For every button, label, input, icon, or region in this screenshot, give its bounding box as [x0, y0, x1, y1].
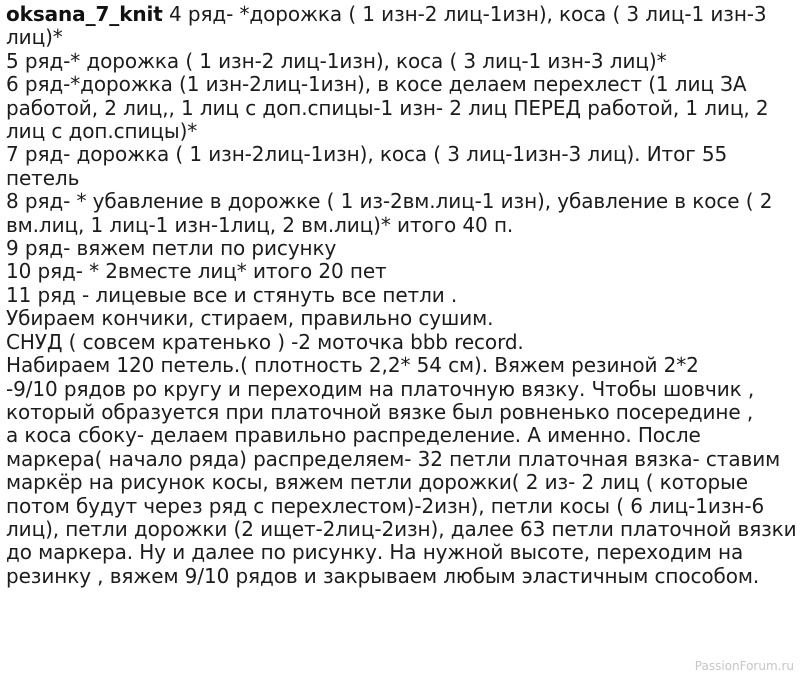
post-text [6, 3, 796, 588]
line-1-text: 4 ряд- *дорожка ( 1 изн-2 лиц-1изн), коса ( 3 лиц-1 изн-3 [162, 2, 767, 26]
text-line-1 [6, 3, 796, 26]
text-line-15: СНУД ( совсем кратенько ) -2 моточка bbb record. [6, 329, 524, 354]
text-line-2: лиц)* [6, 25, 63, 50]
text-line-13: 11 ряд - лицевые все и стянуть все петли . [6, 282, 458, 307]
text-line-8: петель [6, 165, 80, 190]
text-line-20: маркера( начало ряда) распределяем- 32 петли платочная вязка- ставим [6, 446, 781, 471]
text-line-23: лиц), петли дорожки (2 ищет-2лиц-2изн), далее 63 петли платочной вязки [6, 516, 797, 541]
text-line-21: маркёр на рисунок косы, вяжем петли дорожки( 2 из- 2 лиц ( которые [6, 470, 748, 495]
text-line-3: 5 ряд-* дорожка ( 1 изн-2 лиц-1изн), коса ( 3 лиц-1 изн-3 лиц)* [6, 48, 667, 73]
text-line-9: 8 ряд- * убавление в дорожке ( 1 из-2вм.лиц-1 изн), убавление в косе ( 2 [6, 189, 773, 214]
text-line-19: а коса сбоку- делаем правильно распределение. А именно. После [6, 423, 701, 448]
author-username[interactable]: oksana_7_knit [6, 2, 163, 26]
text-line-18: который образуется при платочной вязке был ровненько посередине , [6, 399, 754, 424]
text-line-7: 7 ряд- дорожка ( 1 изн-2лиц-1изн), коса ( 3 лиц-1изн-3 лиц). Итог 55 [6, 142, 728, 167]
text-line-14: Убираем кончики, стираем, правильно сушим. [6, 306, 494, 331]
text-line-22: потом будут через ряд с перехлестом)-2изн), петли косы ( 6 лиц-1изн-6 [6, 493, 765, 518]
text-line-5: работой, 2 лиц,, 1 лиц с доп.спицы-1 изн- 2 лиц ПЕРЕД работой, 1 лиц, 2 [6, 95, 769, 120]
text-line-25: резинку , вяжем 9/10 рядов и закрываем любым эластичным способом. [6, 563, 760, 588]
text-line-16: Набираем 120 петель.( плотность 2,2* 54 см). Вяжем резиной 2*2 [6, 353, 699, 378]
text-line-4: 6 ряд-*дорожка (1 изн-2лиц-1изн), в косе делаем перехлест (1 лиц ЗА [6, 72, 747, 97]
watermark: PassionForum.ru [694, 659, 794, 673]
text-line-10: вм.лиц, 1 лиц-1 изн-1лиц, 2 вм.лиц)* итого 40 п. [6, 212, 514, 237]
text-line-12: 10 ряд- * 2вместе лиц* итого 20 пет [6, 259, 387, 284]
text-line-6: лиц с доп.спицы)* [6, 119, 198, 144]
text-line-24: до маркера. Ну и далее по рисунку. На нужной высоте, переходим на [6, 540, 744, 565]
text-line-11: 9 ряд- вяжем петли по рисунку [6, 236, 337, 261]
text-line-17: -9/10 рядов ро кругу и переходим на платочную вязку. Чтобы шовчик , [6, 376, 755, 401]
